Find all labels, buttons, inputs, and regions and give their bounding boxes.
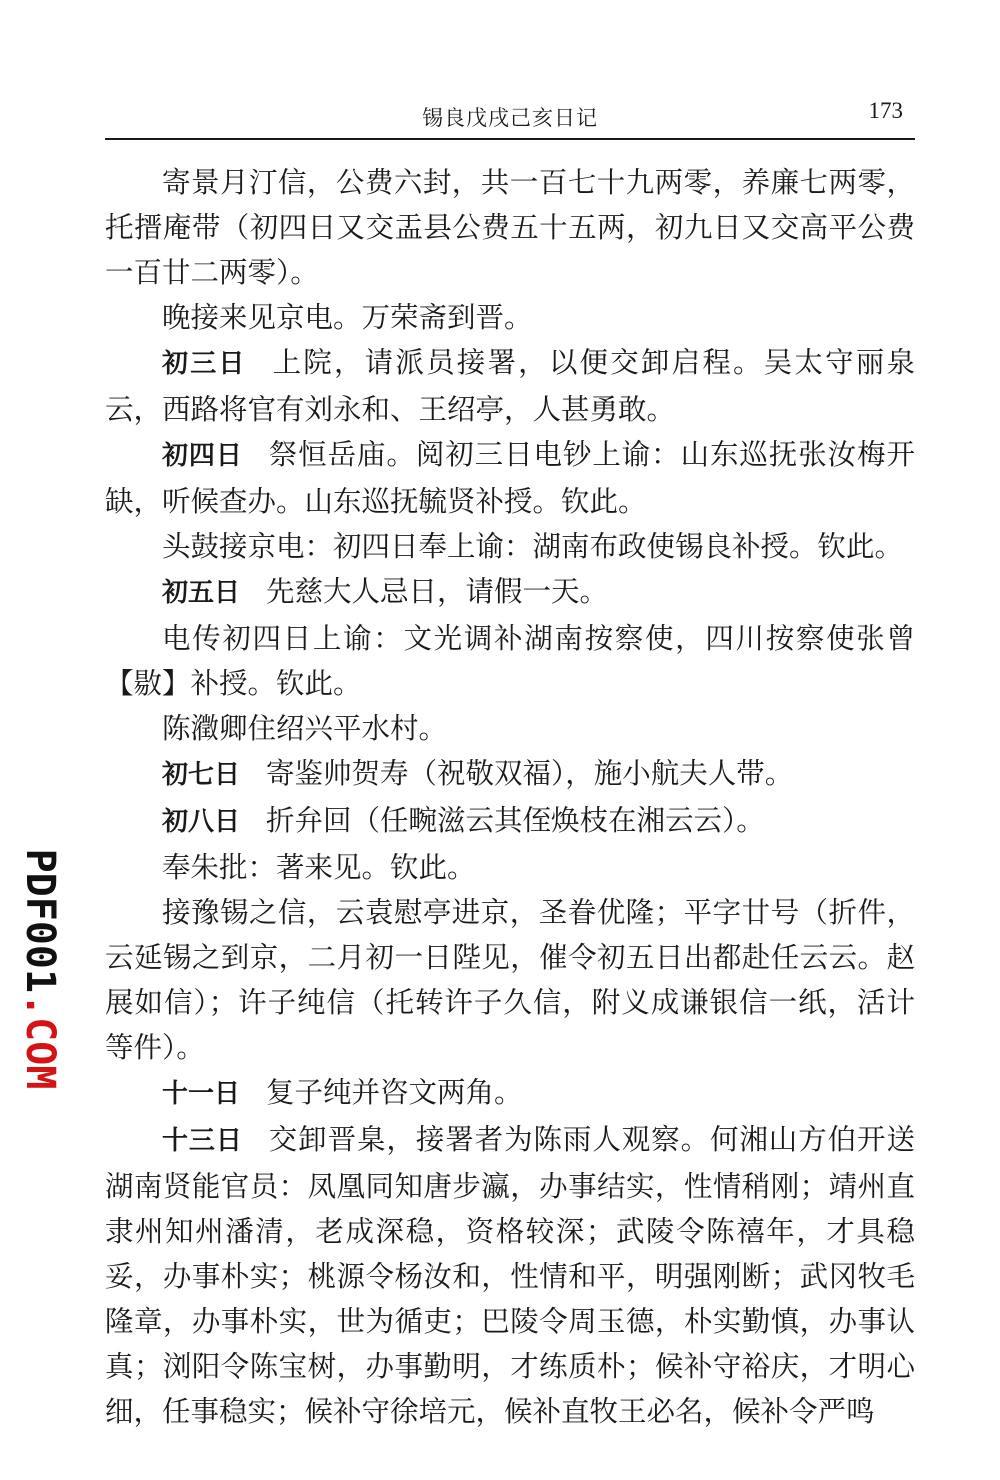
entry-date: 十三日 (162, 1126, 243, 1156)
paragraph (105, 706, 915, 751)
header-title: 锡良戊戌己亥日记 (422, 106, 598, 130)
paragraph-text: 陈瀓卿住绍兴平水村。 (162, 712, 448, 745)
page-number: 173 (868, 98, 903, 123)
paragraph-text: 上院，请派员接署，以便交卸启程。吴太守丽泉云，西路将官有刘永和、王绍亭，人甚勇敢。 (105, 346, 915, 426)
paragraph-text: 奉朱批：著来见。钦此。 (162, 851, 476, 884)
paragraph-text: 寄景月汀信，公费六封，共一百七十九两零，养廉七两零，托搢庵带（初四日又交盂县公费五十五两，初九日又交高平公费一百廿二两零）。 (105, 166, 915, 289)
paragraph-text: 头鼓接京电：初四日奉上谕：湖南布政使锡良补授。钦此。 (162, 530, 904, 563)
paragraph-text: 先慈大人忌日，请假一天。 (266, 575, 609, 608)
paragraph (105, 845, 915, 890)
paragraph (105, 1070, 915, 1117)
paragraph (105, 524, 915, 569)
watermark (17, 849, 63, 1090)
paragraph-text: 寄鉴帅贺寿（祝敬双福），施小航夫人带。 (266, 757, 794, 790)
paragraph-text: 交卸晋臬，接署者为陈雨人观察。何湘山方伯开送湖南贤能官员：凤凰同知唐步瀛，办事结实，性情稍刚；靖州直隶州知州潘清，老成深稳，资格较深；武陵令陈禧年，才具稳妥，办事朴实；桃源令杨汝和，性情和平，明强刚断；武冈牧毛隆章，办事朴实，世为循吏；巴陵令周玉德，朴实勤慎，办事认真；浏阳令陈宝树，办事勤明，才练质朴；候补守裕庆，才明心细，任事稳实；候补守徐培元，候补直牧王必名，候补令严鸣 (105, 1123, 915, 1428)
entry-date: 初七日 (162, 760, 241, 790)
paragraph (105, 340, 915, 432)
paragraph (105, 890, 915, 1070)
paragraph-text: 折弁回（任畹滋云其侄焕枝在湘云云）。 (266, 804, 765, 837)
entry-date: 初五日 (162, 578, 241, 608)
running-header (105, 92, 915, 140)
paragraph-text: 接豫锡之信，云袁慰亭进京，圣眷优隆；平字廿号（折件，云延锡之到京，二月初一日陛见，催令初五日出都赴任云云。赵展如信）；许子纯信（托转许子久信，附义成谦银信一纸，活计等件）。 (105, 896, 915, 1064)
paragraph-text: 电传初四日上谕：文光调补湖南按察使，四川按察使张曾【敭】补授。钦此。 (105, 622, 915, 700)
paragraph (105, 751, 915, 798)
watermark-text: PDF001 (17, 848, 63, 994)
paragraph-text: 晚接来见京电。万荣斋到晋。 (162, 301, 533, 334)
paragraph (105, 798, 915, 845)
paragraph-text: 复子纯并咨文两角。 (266, 1076, 523, 1109)
paragraph (105, 160, 915, 295)
paragraph-text: 祭恒岳庙。阅初三日电钞上谕：山东巡抚张汝梅开缺，听候查办。山东巡抚毓贤补授。钦此。 (105, 438, 915, 518)
paragraph (105, 569, 915, 616)
diary-body (105, 160, 915, 1434)
paragraph (105, 295, 915, 340)
paragraph (105, 1117, 915, 1434)
entry-date: 十一日 (162, 1079, 241, 1109)
watermark-domain: .COM (17, 993, 63, 1090)
entry-date: 初四日 (162, 441, 243, 471)
entry-date: 初八日 (162, 807, 241, 837)
entry-date: 初三日 (162, 349, 247, 379)
paragraph (105, 432, 915, 524)
paragraph (105, 616, 915, 706)
